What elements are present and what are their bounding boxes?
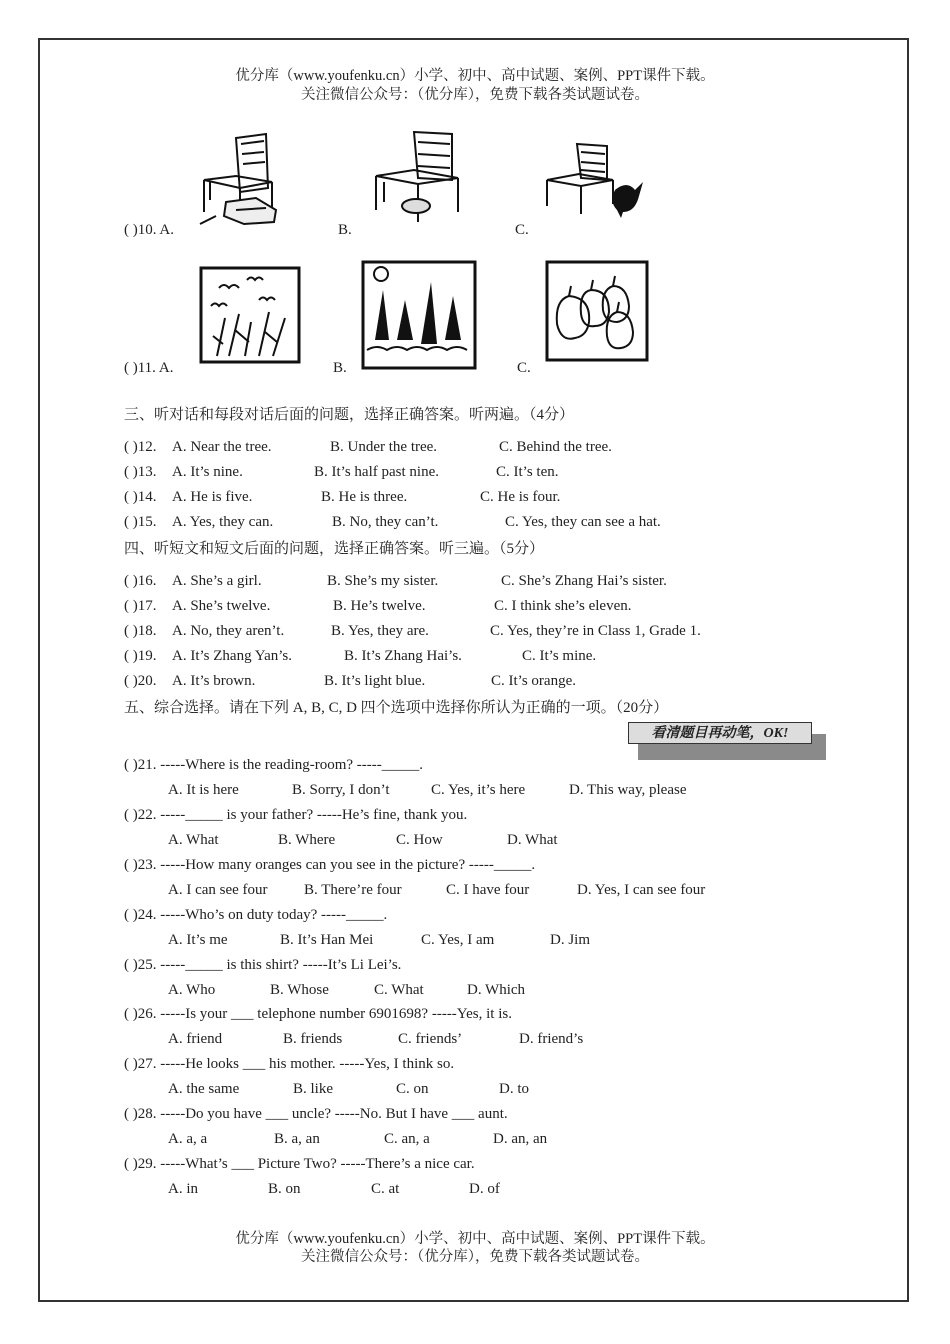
q22-question: ( )22. -----_____ is your father? -----He’s fine, thank you. <box>124 807 468 823</box>
q25-option-a: A. Who <box>168 982 216 998</box>
footer-line-1: 优分库（www.youfenku.cn）小学、初中、高中试题、案例、PPT课件下载。 <box>235 1231 715 1247</box>
q20-number: ( )20. <box>124 673 157 689</box>
q16-number: ( )16. <box>124 573 157 589</box>
q26-question: ( )26. -----Is your ___ telephone number 6901698? -----Yes, it is. <box>124 1006 512 1022</box>
q11-option-c: C. <box>517 360 531 376</box>
q27-option-a: A. the same <box>168 1081 240 1097</box>
q10-option-c: C. <box>515 222 529 238</box>
q20-option-b: B. It’s light blue. <box>324 673 426 689</box>
q13-option-a: A. It’s nine. <box>172 464 243 480</box>
q18-number: ( )18. <box>124 623 157 639</box>
q25-option-b: B. Whose <box>270 982 329 998</box>
q12-option-c: C. Behind the tree. <box>499 439 612 455</box>
q16-option-c: C. She’s Zhang Hai’s sister. <box>501 573 667 589</box>
q24-question: ( )24. -----Who’s on duty today? -----_____. <box>124 907 388 923</box>
q22-option-b: B. Where <box>278 832 336 848</box>
q28-option-c: C. an, a <box>384 1131 430 1147</box>
q18-option-b: B. Yes, they are. <box>331 623 429 639</box>
chair-with-bag-picture <box>196 130 288 230</box>
q29-option-d: D. of <box>469 1181 500 1197</box>
q28-option-a: A. a, a <box>168 1131 208 1147</box>
q16-option-a: A. She’s a girl. <box>172 573 262 589</box>
q21-option-a: A. It is here <box>168 782 239 798</box>
q14-option-b: B. He is three. <box>321 489 408 505</box>
q20-option-a: A. It’s brown. <box>172 673 256 689</box>
q23-option-a: A. I can see four <box>168 882 268 898</box>
reminder-badge: 看清题目再动笔，OK! <box>628 722 812 744</box>
q21-option-b: B. Sorry, I don’t <box>292 782 390 798</box>
q10-option-b: B. <box>338 222 352 238</box>
q15-number: ( )15. <box>124 514 157 530</box>
q20-option-c: C. It’s orange. <box>491 673 576 689</box>
header-line-2: 关注微信公众号：（优分库），免费下载各类试题试卷。 <box>301 87 649 103</box>
q25-question: ( )25. -----_____ is this shirt? -----It’s Li Lei’s. <box>124 957 402 973</box>
q29-question: ( )29. -----What’s ___ Picture Two? -----There’s a nice car. <box>124 1156 475 1172</box>
q15-option-b: B. No, they can’t. <box>332 514 439 530</box>
q27-option-b: B. like <box>293 1081 333 1097</box>
q12-option-b: B. Under the tree. <box>330 439 438 455</box>
q24-option-c: C. Yes, I am <box>421 932 495 948</box>
sailboats-picture <box>361 260 477 370</box>
q13-number: ( )13. <box>124 464 157 480</box>
q13-option-c: C. It’s ten. <box>496 464 559 480</box>
q26-option-c: C. friends’ <box>398 1031 463 1047</box>
birds-and-grass-picture <box>199 266 301 366</box>
q12-number: ( )12. <box>124 439 157 455</box>
q21-option-c: C. Yes, it’s here <box>431 782 526 798</box>
q26-option-d: D. friend’s <box>519 1031 584 1047</box>
q24-option-a: A. It’s me <box>168 932 228 948</box>
q23-question: ( )23. -----How many oranges can you see in the picture? -----_____. <box>124 857 536 873</box>
q12-option-a: A. Near the tree. <box>172 439 272 455</box>
apples-picture <box>545 260 649 362</box>
q17-option-b: B. He’s twelve. <box>333 598 426 614</box>
q28-option-b: B. a, an <box>274 1131 320 1147</box>
q11-option-b: B. <box>333 360 347 376</box>
q28-question: ( )28. -----Do you have ___ uncle? -----No. But I have ___ aunt. <box>124 1106 508 1122</box>
q25-option-c: C. What <box>374 982 424 998</box>
q22-option-a: A. What <box>168 832 219 848</box>
q21-option-d: D. This way, please <box>569 782 687 798</box>
q14-option-a: A. He is five. <box>172 489 253 505</box>
q18-option-c: C. Yes, they’re in Class 1, Grade 1. <box>490 623 701 639</box>
header-line-1: 优分库（www.youfenku.cn）小学、初中、高中试题、案例、PPT课件下载。 <box>235 68 715 84</box>
section-3-heading: 三、听对话和每段对话后面的问题，选择正确答案。听两遍。（4分） <box>124 407 575 423</box>
q29-option-a: A. in <box>168 1181 198 1197</box>
q26-option-b: B. friends <box>283 1031 343 1047</box>
q27-option-c: C. on <box>396 1081 429 1097</box>
q11-number: ( )11. A. <box>124 360 174 376</box>
q17-number: ( )17. <box>124 598 157 614</box>
q29-option-b: B. on <box>268 1181 301 1197</box>
q28-option-d: D. an, an <box>493 1131 548 1147</box>
q21-question: ( )21. -----Where is the reading-room? -----_____. <box>124 757 424 773</box>
q24-option-d: D. Jim <box>550 932 591 948</box>
q24-option-b: B. It’s Han Mei <box>280 932 374 948</box>
q17-option-a: A. She’s twelve. <box>172 598 271 614</box>
chair-with-ball-under-picture <box>370 126 462 230</box>
q13-option-b: B. It’s half past nine. <box>314 464 439 480</box>
q27-option-d: D. to <box>499 1081 529 1097</box>
q14-number: ( )14. <box>124 489 157 505</box>
section-5-heading: 五、综合选择。请在下列 A, B, C, D 四个选项中选择你所认为正确的一项。（20分） <box>124 700 669 716</box>
q16-option-b: B. She’s my sister. <box>327 573 439 589</box>
q26-option-a: A. friend <box>168 1031 223 1047</box>
q14-option-c: C. He is four. <box>480 489 561 505</box>
q15-option-c: C. Yes, they can see a hat. <box>505 514 661 530</box>
q15-option-a: A. Yes, they can. <box>172 514 274 530</box>
q19-number: ( )19. <box>124 648 157 664</box>
q23-option-d: D. Yes, I can see four <box>577 882 706 898</box>
footer-line-2: 关注微信公众号：（优分库），免费下载各类试题试卷。 <box>301 1249 649 1265</box>
q22-option-c: C. How <box>396 832 443 848</box>
q22-option-d: D. What <box>507 832 558 848</box>
q23-option-b: B. There’re four <box>304 882 402 898</box>
section-4-heading: 四、听短文和短文后面的问题，选择正确答案。听三遍。（5分） <box>124 541 545 557</box>
q19-option-a: A. It’s Zhang Yan’s. <box>172 648 293 664</box>
q17-option-c: C. I think she’s eleven. <box>494 598 632 614</box>
q27-question: ( )27. -----He looks ___ his mother. -----Yes, I think so. <box>124 1056 455 1072</box>
q19-option-b: B. It’s Zhang Hai’s. <box>344 648 462 664</box>
q10-number: ( )10. A. <box>124 222 174 238</box>
q23-option-c: C. I have four <box>446 882 530 898</box>
q18-option-a: A. No, they aren’t. <box>172 623 285 639</box>
q29-option-c: C. at <box>371 1181 400 1197</box>
q25-option-d: D. Which <box>467 982 526 998</box>
chair-with-cat-picture <box>543 138 647 220</box>
q19-option-c: C. It’s mine. <box>522 648 597 664</box>
